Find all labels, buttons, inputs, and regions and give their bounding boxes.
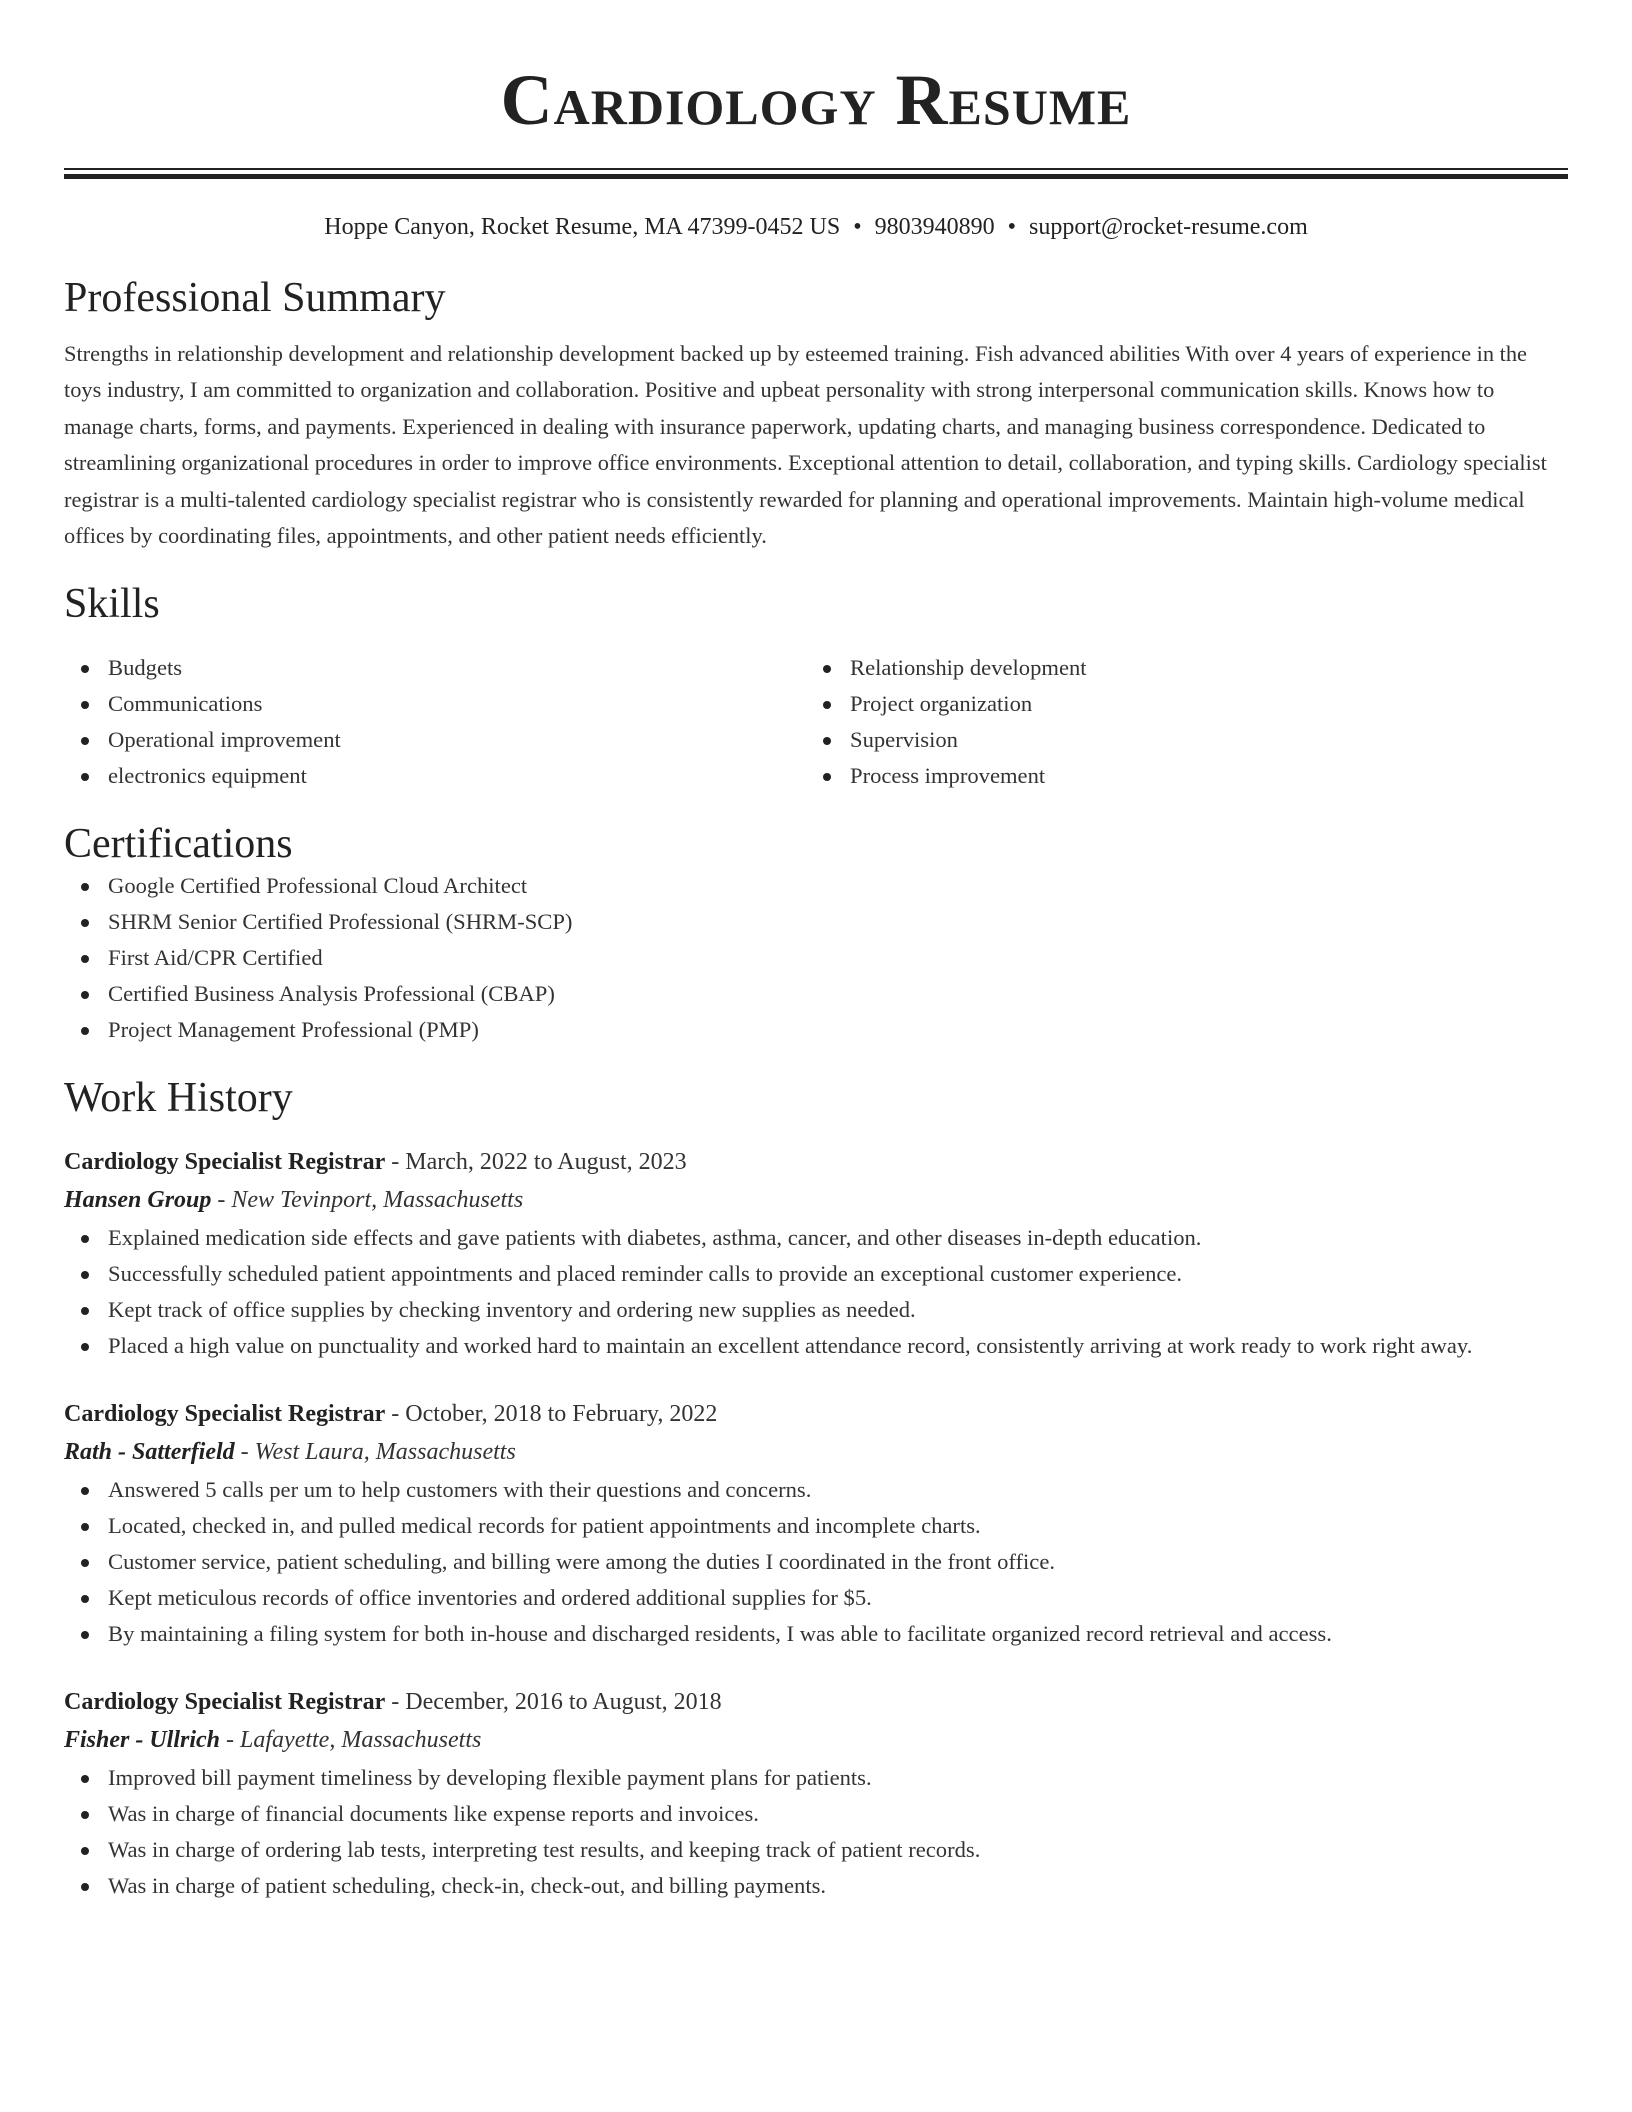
job-duty-item: Located, checked in, and pulled medical records for patient appointments and incomplete charts.: [64, 1508, 1568, 1544]
skills-column-left: [64, 650, 806, 794]
job-title: Cardiology Specialist Registrar: [64, 1401, 386, 1428]
job-company-line: [64, 1720, 1568, 1760]
skills-column-right: [806, 650, 1548, 794]
job-location: - New Tevinport, Massachusetts: [211, 1187, 524, 1214]
job-entry: [64, 1144, 1568, 1364]
job-title-line: [64, 1144, 1568, 1180]
job-duties-list: [64, 1220, 1568, 1364]
job-entry: [64, 1396, 1568, 1652]
contact-line: [64, 212, 1568, 242]
job-entry: [64, 1684, 1568, 1904]
job-company-line: [64, 1180, 1568, 1220]
certification-item: Google Certified Professional Cloud Architect: [64, 868, 1568, 904]
job-title: Cardiology Specialist Registrar: [64, 1689, 386, 1716]
skill-item: Supervision: [806, 722, 1548, 758]
certifications-heading: Certifications: [64, 821, 293, 868]
skills-grid: [64, 650, 1568, 794]
job-duty-item: Successfully scheduled patient appointments and placed reminder calls to provide an exceptional customer experience.: [64, 1256, 1568, 1292]
job-duty-item: Was in charge of financial documents like expense reports and invoices.: [64, 1796, 1568, 1832]
job-duty-item: Was in charge of patient scheduling, check-in, check-out, and billing payments.: [64, 1868, 1568, 1904]
job-duty-item: Kept meticulous records of office inventories and ordered additional supplies for $5.: [64, 1580, 1568, 1616]
job-duties-list: [64, 1760, 1568, 1904]
job-duty-item: Customer service, patient scheduling, and billing were among the duties I coordinated in the front office.: [64, 1544, 1568, 1580]
job-title-line: [64, 1396, 1568, 1432]
job-title-line: [64, 1684, 1568, 1720]
job-company: Fisher - Ullrich: [64, 1727, 221, 1754]
summary-heading: Professional Summary: [64, 275, 446, 321]
contact-separator: •: [1007, 214, 1017, 240]
summary-text: Strengths in relationship development and relationship development backed up by esteemed training. Fish advanced abilities With over 4 years of experience in the toys industry, I am committed to organization and collaboration. Positive and upbeat personality with strong interpersonal communication skills. Knows how to manage charts, forms, and payments. Experienced in dealing with insurance paperwork, updating charts, and managing business correspondence. Dedicated to streamlining organizational procedures in order to improve office environments. Exceptional attention to detail, collaboration, and typing skills. Cardiology specialist registrar is a multi-talented cardiology specialist registrar who is consistently rewarded for planning and operational improvements. Maintain high-volume medical offices by coordinating files, appointments, and other patient needs efficiently.: [64, 341, 1547, 549]
job-company: Rath - Satterfield: [64, 1439, 235, 1466]
skills-list-left: [64, 650, 806, 794]
job-company-line: [64, 1432, 1568, 1472]
job-location: - Lafayette, Massachusetts: [220, 1727, 482, 1754]
job-dates: - October, 2018 to February, 2022: [385, 1401, 718, 1428]
skill-item: Process improvement: [806, 758, 1548, 794]
skill-item: electronics equipment: [64, 758, 806, 794]
certification-item: Project Management Professional (PMP): [64, 1012, 1568, 1048]
work-history-heading: Work History: [64, 1075, 293, 1122]
contact-phone: 9803940890: [874, 214, 995, 240]
job-dates: - March, 2022 to August, 2023: [385, 1149, 687, 1176]
job-duty-item: Was in charge of ordering lab tests, interpreting test results, and keeping track of patient records.: [64, 1832, 1568, 1868]
job-company: Hansen Group: [64, 1187, 212, 1214]
skill-item: Project organization: [806, 686, 1548, 722]
skills-heading: Skills: [64, 581, 160, 628]
job-title: Cardiology Specialist Registrar: [64, 1149, 386, 1176]
certifications-list: [64, 868, 1568, 1048]
job-duties-list: [64, 1472, 1568, 1652]
certification-item: SHRM Senior Certified Professional (SHRM-SCP): [64, 904, 1568, 940]
job-duty-item: By maintaining a filing system for both in-house and discharged residents, I was able to facilitate organized record retrieval and access.: [64, 1616, 1568, 1652]
job-duty-item: Improved bill payment timeliness by developing flexible payment plans for patients.: [64, 1760, 1568, 1796]
contact-separator: •: [853, 214, 862, 240]
skill-item: Operational improvement: [64, 722, 806, 758]
resume-title: Cardiology Resume: [500, 60, 1132, 140]
skills-list-right: [806, 650, 1548, 794]
certification-item: First Aid/CPR Certified: [64, 940, 1568, 976]
job-duty-item: Kept track of office supplies by checking inventory and ordering new supplies as needed.: [64, 1292, 1568, 1328]
skill-item: Communications: [64, 686, 806, 722]
title-divider: [64, 168, 1568, 179]
job-duty-item: Explained medication side effects and gave patients with diabetes, asthma, cancer, and other diseases in-depth education.: [64, 1220, 1568, 1256]
contact-email: support@rocket-resume.com: [1029, 214, 1308, 240]
job-dates: - December, 2016 to August, 2018: [385, 1689, 722, 1716]
certification-item: Certified Business Analysis Professional (CBAP): [64, 976, 1568, 1012]
job-duty-item: Placed a high value on punctuality and worked hard to maintain an excellent attendance record, consistently arriving at work ready to work right away.: [64, 1328, 1568, 1364]
job-duty-item: Answered 5 calls per um to help customers with their questions and concerns.: [64, 1472, 1568, 1508]
skill-item: Budgets: [64, 650, 806, 686]
job-location: - West Laura, Massachusetts: [234, 1439, 516, 1466]
contact-address: Hoppe Canyon, Rocket Resume, MA 47399-0452 US: [324, 214, 841, 240]
skill-item: Relationship development: [806, 650, 1548, 686]
